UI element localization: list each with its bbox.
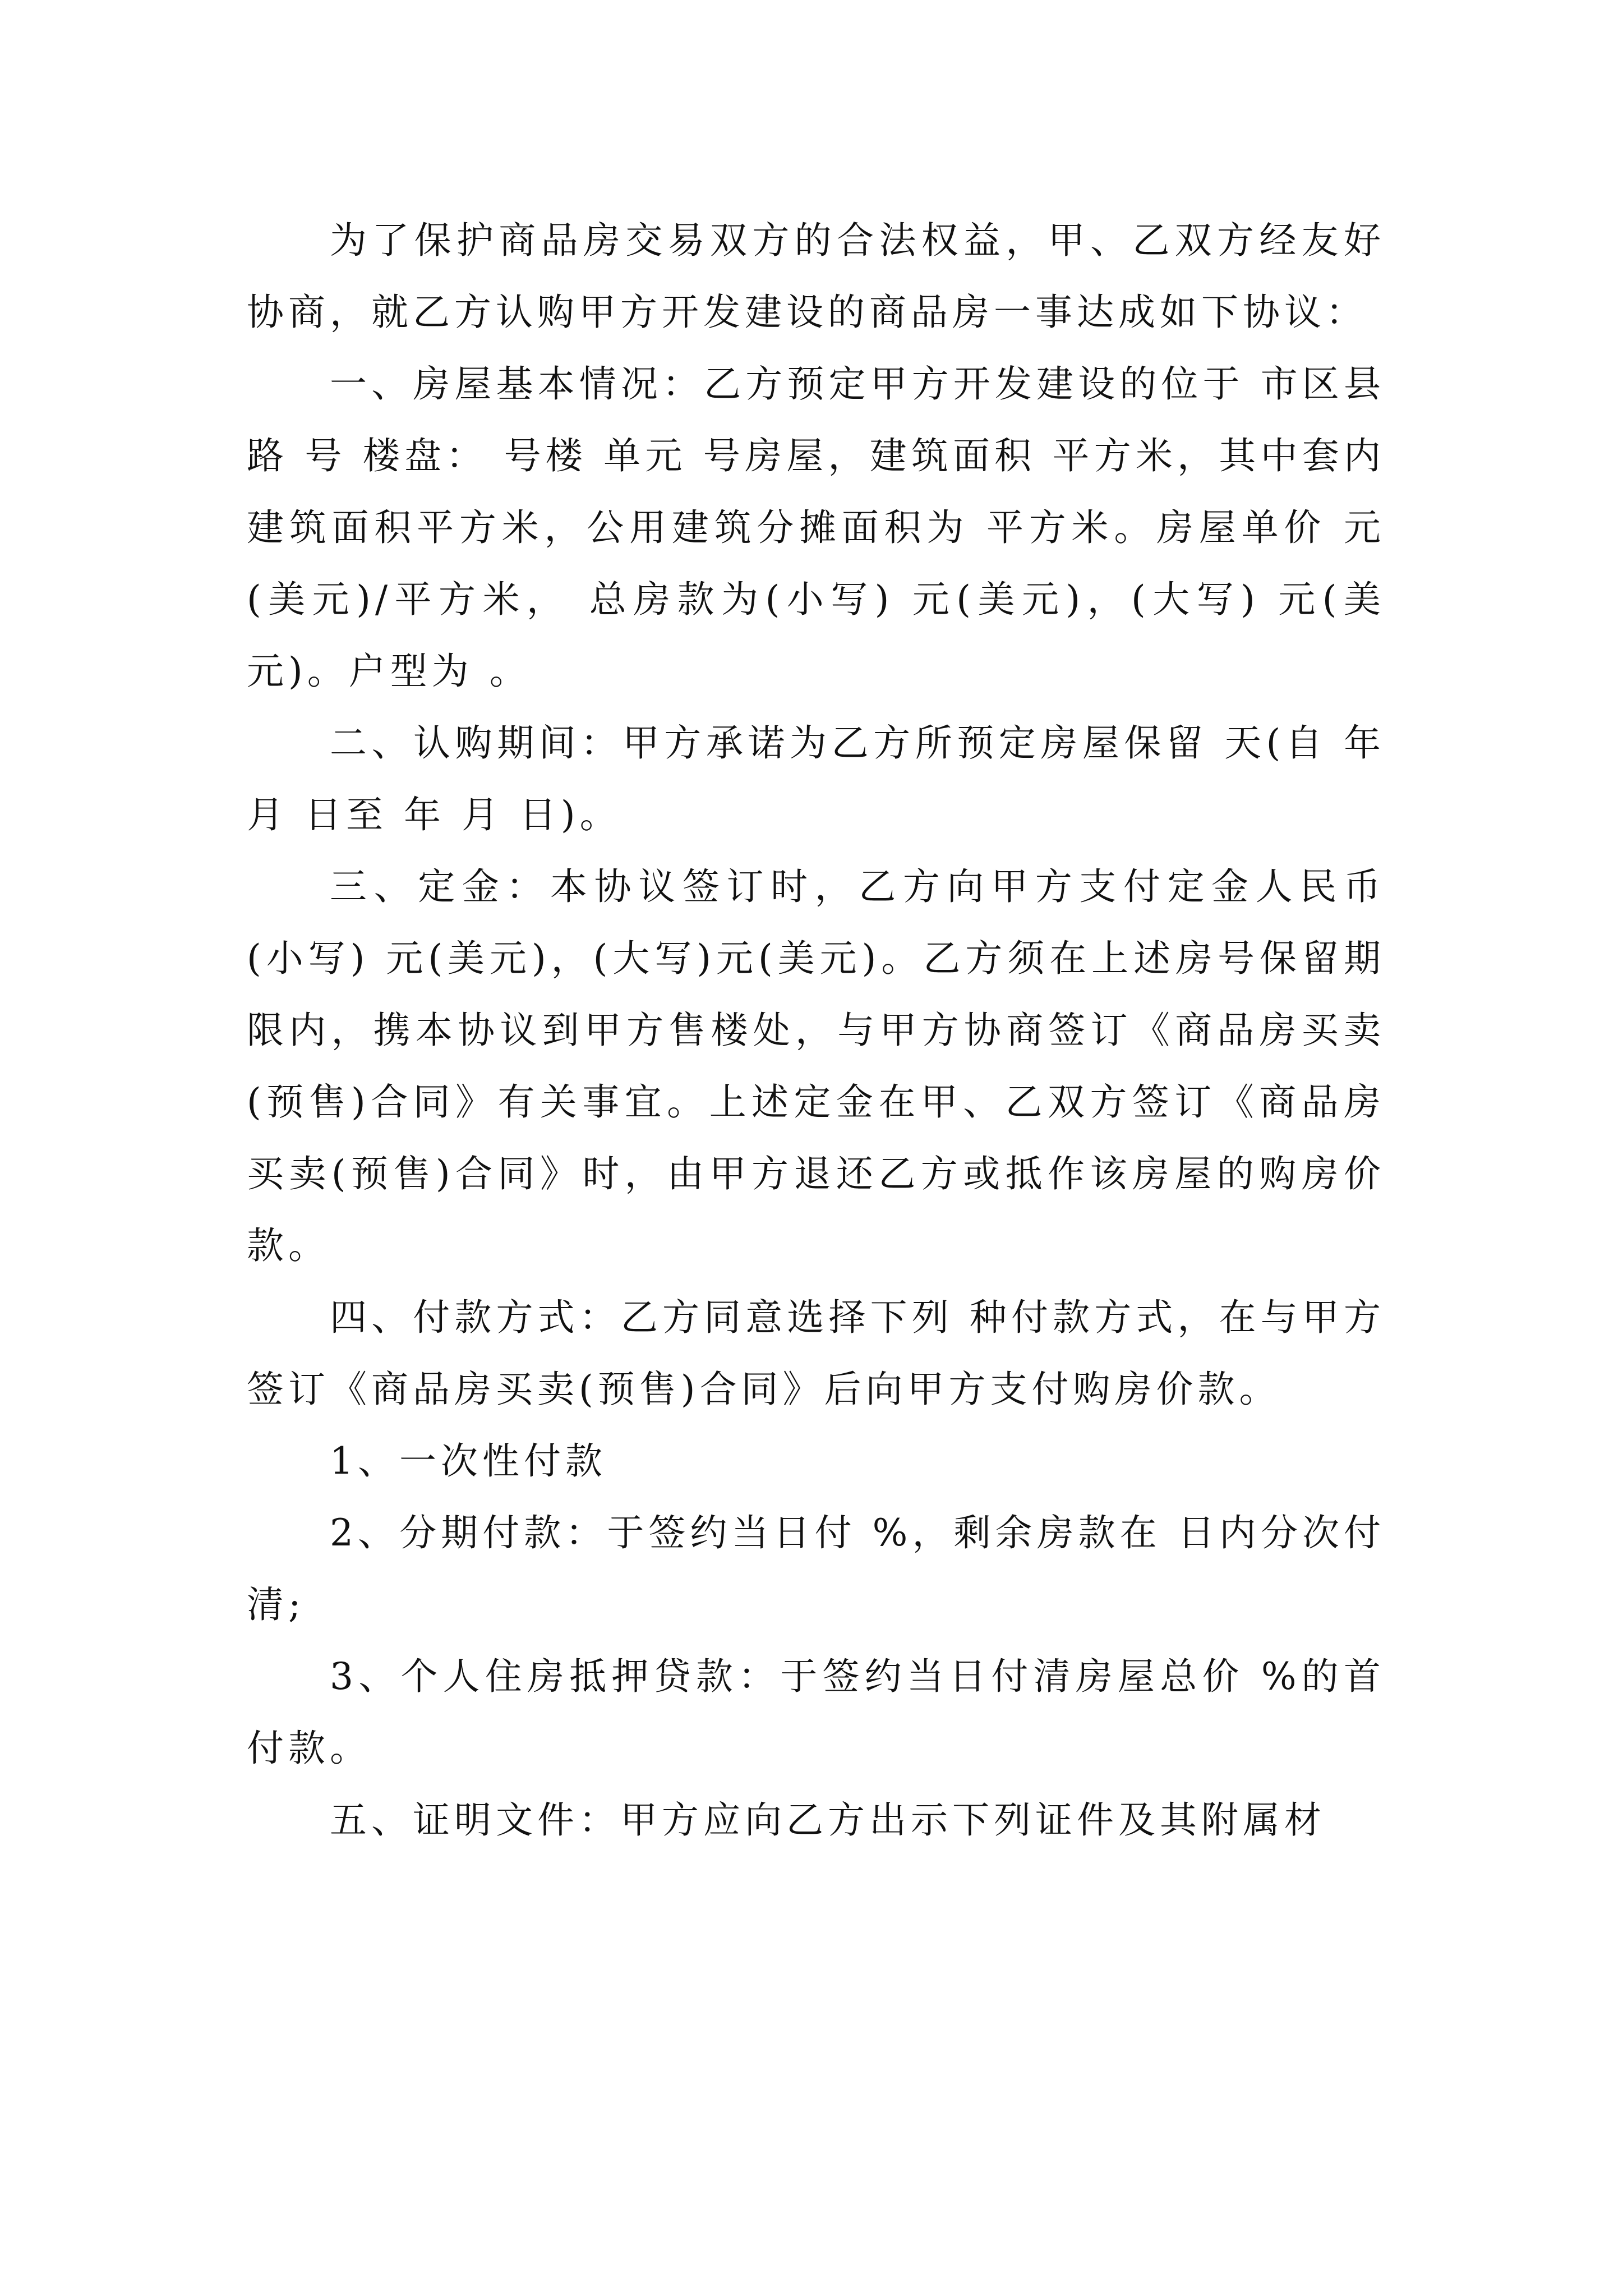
- payment-option-1: 1、一次性付款: [330, 1439, 607, 1483]
- intro-paragraph: 为了保护商品房交易双方的合法权益，甲、乙双方经友好协商，就乙方认购甲方开发建设的商品房一事达成如下协议：: [247, 219, 1385, 334]
- clause-4-payment-method: 四、付款方式：乙方同意选择下列 种付款方式，在与甲方签订《商品房买卖(预售)合同》后向甲方支付购房价款。: [247, 1296, 1385, 1411]
- clause-1-house-info: 一、房屋基本情况：乙方预定甲方开发建设的位于 市区县 路 号 楼盘： 号楼 单元 号房屋，建筑面积 平方米，其中套内建筑面积平方米，公用建筑分摊面积为 平方米。房屋单价 元(美元)/平方米， 总房款为(小写) 元(美元)，(大写) 元(美元)。户型为 。: [247, 362, 1385, 693]
- clause-5-documents: 五、证明文件：甲方应向乙方出示下列证件及其附属材: [330, 1798, 1326, 1842]
- clause-3-deposit: 三、定金：本协议签订时，乙方向甲方支付定金人民币(小写) 元(美元)，(大写)元(美元)。乙方须在上述房号保留期限内，携本协议到甲方售楼处，与甲方协商签订《商品房买卖(预售)合同》有关事宜。上述定金在甲、乙双方签订《商品房买卖(预售)合同》时，由甲方退还乙方或抵作该房屋的购房价款。: [247, 865, 1385, 1267]
- payment-option-2: 2、分期付款：于签约当日付 %，剩余房款在 日内分次付清;: [247, 1511, 1385, 1626]
- document-body: [247, 205, 1385, 1856]
- payment-option-3: 3、个人住房抵押贷款：于签约当日付清房屋总价 %的首付款。: [247, 1655, 1385, 1770]
- clause-2-subscription-period: 二、认购期间：甲方承诺为乙方所预定房屋保留 天(自 年 月 日至 年 月 日)。: [247, 721, 1385, 836]
